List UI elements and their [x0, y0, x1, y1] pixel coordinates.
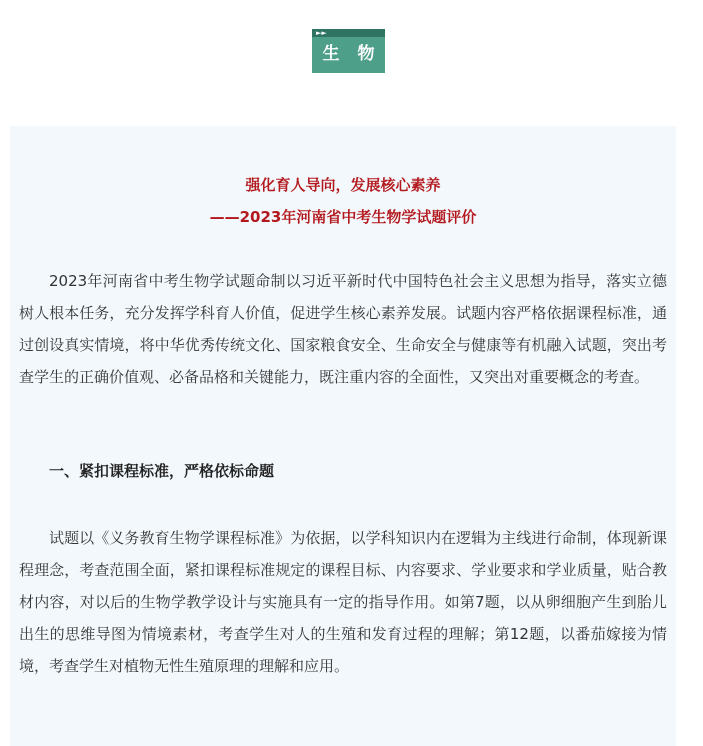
- subject-badge: [312, 29, 385, 73]
- double-arrow-icon: ►►: [316, 29, 327, 37]
- intro-paragraph: 2023年河南省中考生物学试题命制以习近平新时代中国特色社会主义思想为指导，落实立德树人根本任务，充分发挥学科育人价值，促进学生核心素养发展。试题内容严格依据课程标准，通过创设真实情境，将中华优秀传统文化、国家粮食安全、生命安全与健康等有机融入试题，突出考查学生的正确价值观、必备品格和关键能力，既注重内容的全面性，又突出对重要概念的考查。: [19, 272, 667, 386]
- article-title: 强化育人导向，发展核心素养: [245, 176, 441, 194]
- section-heading: 一、紧扣课程标准，严格依标命题: [49, 462, 275, 480]
- badge-header-strip: [312, 29, 385, 37]
- article-subtitle: ——2023年河南省中考生物学试题评价: [209, 208, 477, 226]
- badge-label: 生 物: [322, 44, 381, 64]
- section-paragraph: 试题以《义务教育生物学课程标准》为依据，以学科知识内在逻辑为主线进行命制，体现新课程理念，考查范围全面，紧扣课程标准规定的课程目标、内容要求、学业要求和学业质量，贴合教材内容，对以后的生物学教学设计与实施具有一定的指导作用。如第7题，以从卵细胞产生到胎儿出生的思维导图为情境素材，考查学生对人的生殖和发育过程的理解；第12题，以番茄嫁接为情境，考查学生对植物无性生殖原理的理解和应用。: [19, 529, 667, 675]
